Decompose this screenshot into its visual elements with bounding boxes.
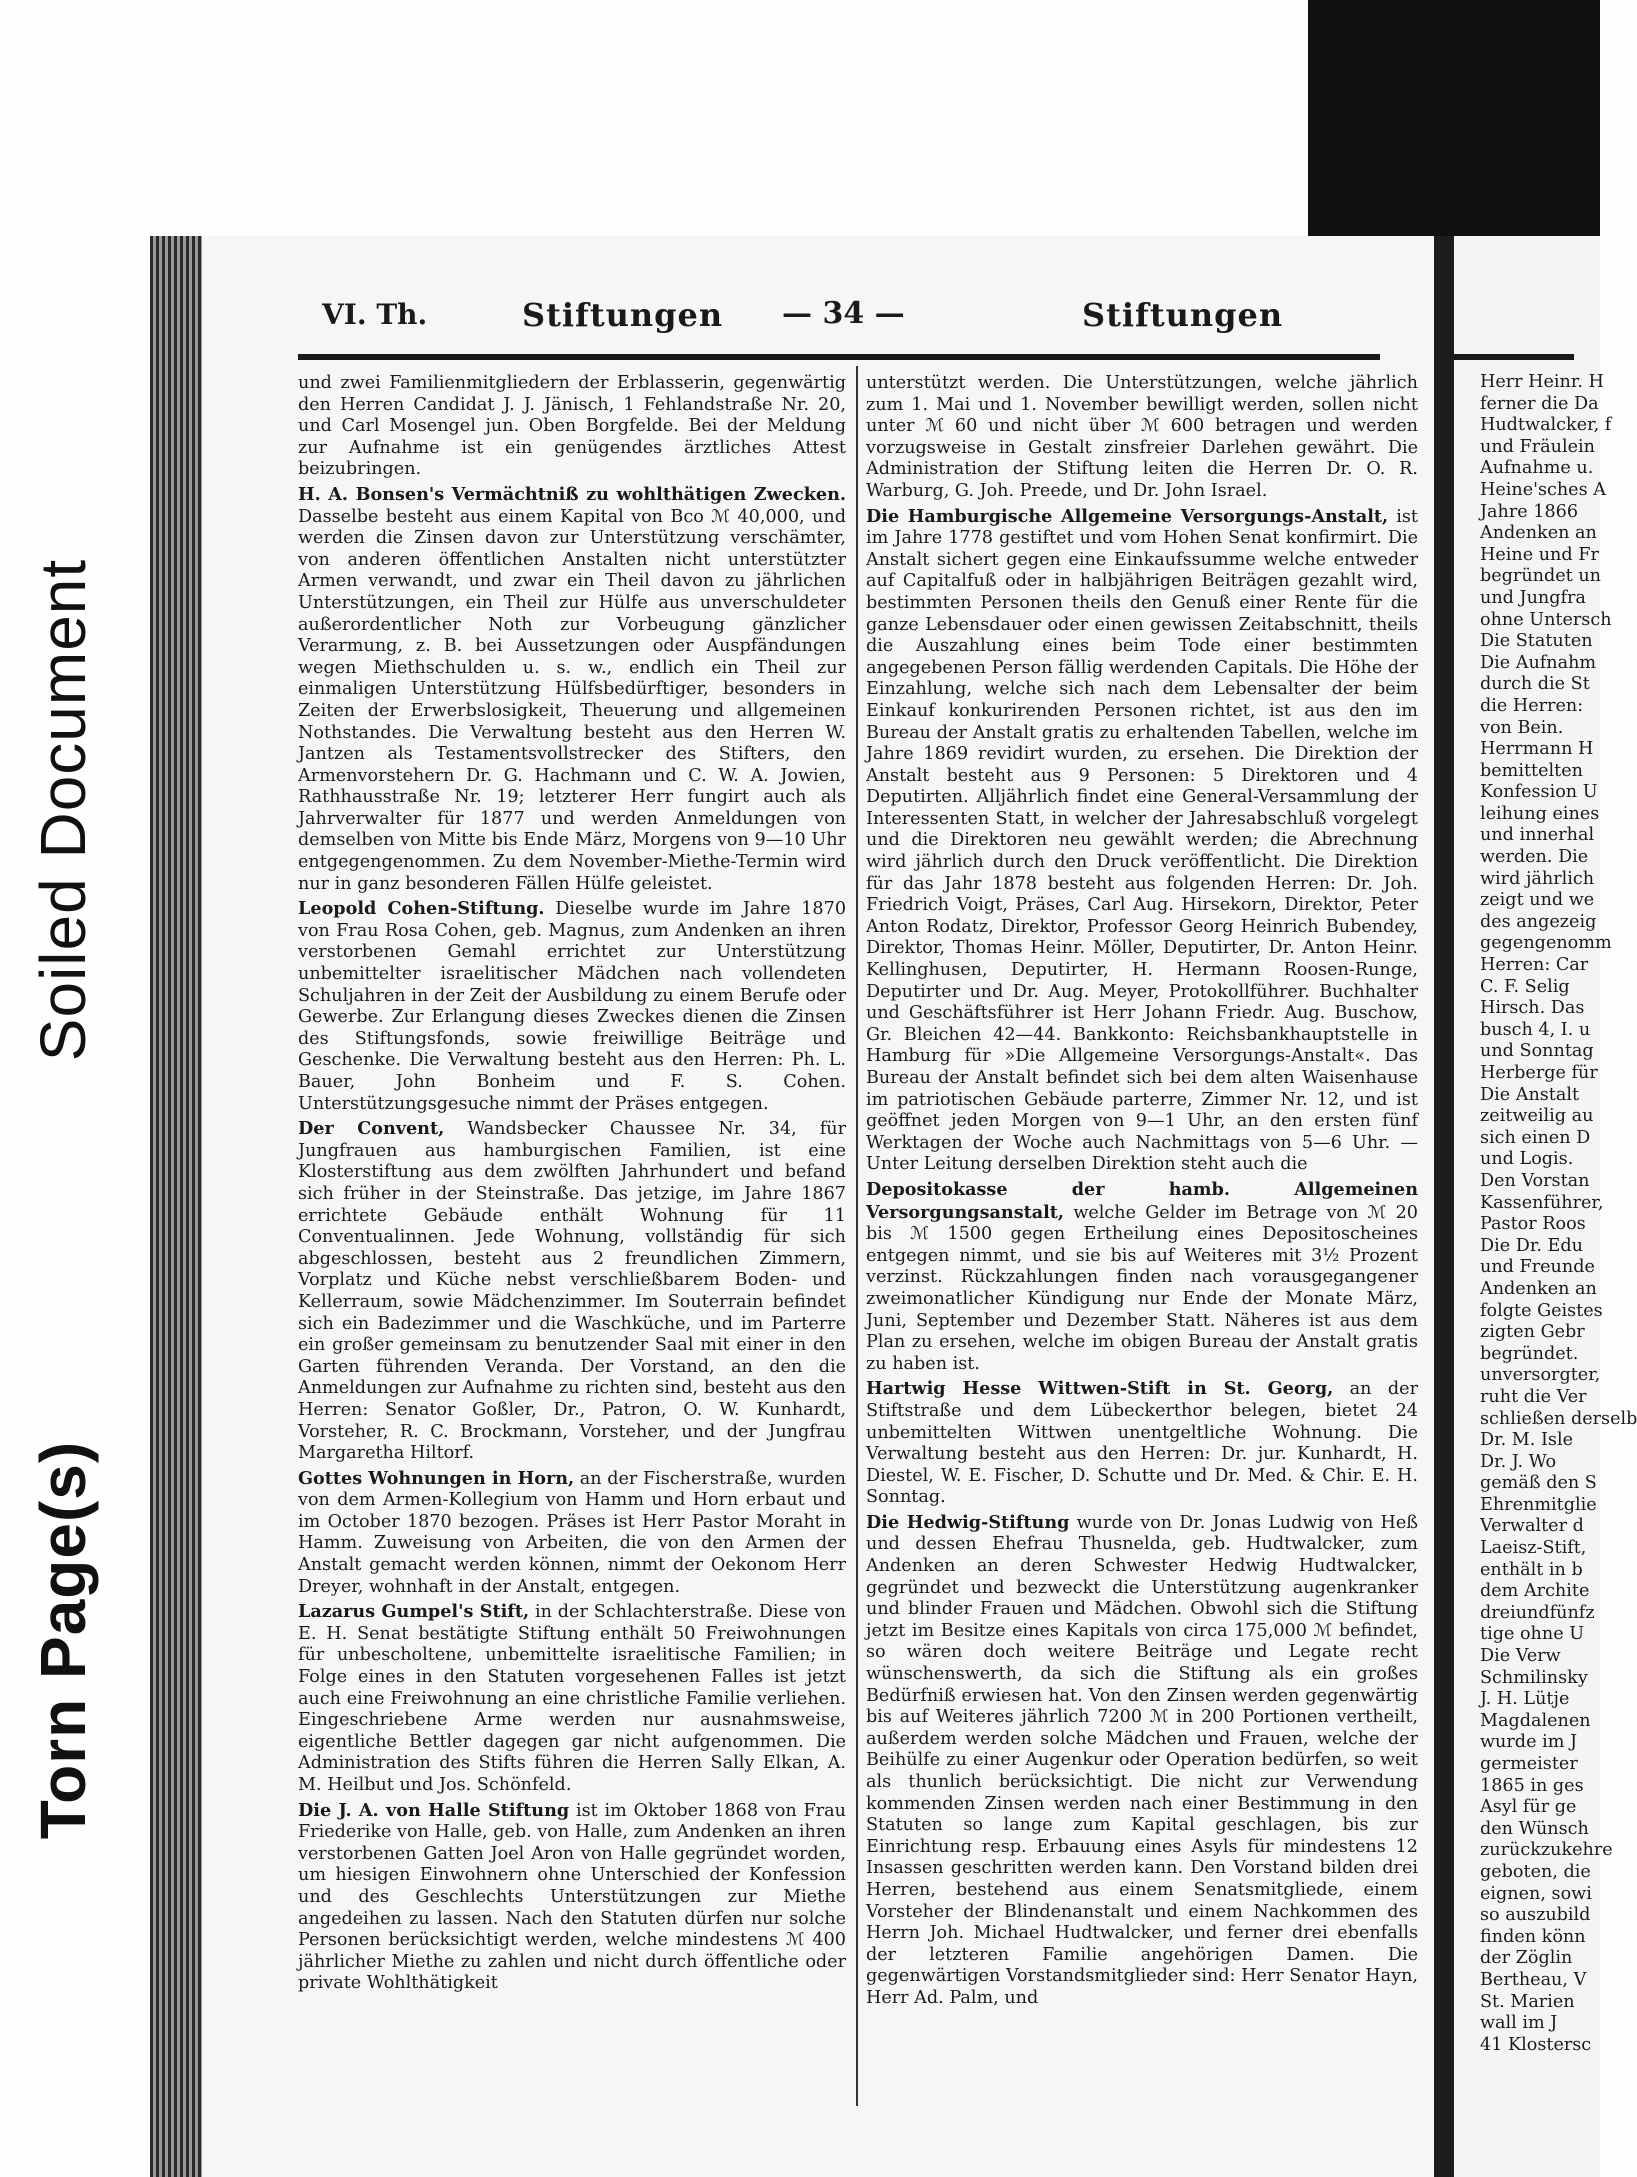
facing-page-line: eignen, sowi — [1480, 1883, 1592, 1904]
facing-page-line: tige ohne U — [1480, 1624, 1585, 1645]
book-gutter — [1434, 236, 1454, 2177]
running-header — [322, 296, 1354, 346]
facing-page-line: zigten Gebr — [1480, 1322, 1585, 1343]
facing-page-line: Laeisz-Stift, — [1480, 1538, 1587, 1559]
facing-page-line: Schmilinsky — [1480, 1667, 1588, 1688]
facing-page-line: enthält in b — [1480, 1559, 1583, 1580]
facing-page-line: Hudtwalcker, f — [1480, 415, 1612, 436]
facing-page-line: unversorgter, — [1480, 1365, 1601, 1386]
facing-page-line: dem Archite — [1480, 1581, 1590, 1602]
right-text-column — [866, 372, 1418, 2137]
facing-page-line: wall im J — [1480, 2013, 1558, 2034]
facing-page-line: C. F. Selig — [1480, 976, 1570, 997]
facing-page-line: Herrmann H — [1480, 739, 1594, 760]
entry-paragraph: Lazarus Gumpel's Stift, in der Schlachterstraße. Diese von E. H. Senat bestätigte Stiftung enthält 50 Freiwohnungen für unbescholtene, unbemittelte israelitische Familien; in Folge eines in den Statuten vorgesehenen Falles ist jetzt auch eine Freiwohnung an eine christliche Familie verliehen. Eingeschriebene Arme werden nur ausnahmsweise, eigentliche Bettler dagegen gar nicht aufgenommen. Die Administration des Stifts führen die Herren Sally Elkan, A. M. Heilbut und Jos. Schönfeld. — [298, 1601, 847, 1795]
soiled-document-label: Soiled Document — [27, 558, 99, 1062]
facing-page-line: Herren: Car — [1480, 955, 1589, 976]
entry-paragraph: Die J. A. von Halle Stiftung ist im Oktober 1868 von Frau Friederike von Halle, geb. von Halle, zum Andenken an ihren verstorbenen Gatten Joel Aron von Halle gegründet worden, um hiesigen Einwohnern ohne Unterschied der Konfession und des Geschlechts Unterstützungen zur Miethe angedeihen zu lassen. Nach den Statuten dürfen nur solche Personen berücksichtigt werden, welche mindestens ℳ 400 jährlicher Miethe zu zahlen und nicht durch öffentliche oder private Wohlthätigkeit — [298, 1799, 846, 1994]
facing-page-line: Die Aufnahm — [1480, 652, 1597, 673]
facing-page-line: die Herren: — [1480, 695, 1584, 716]
facing-page-line: Ehrenmitglie — [1480, 1494, 1597, 1515]
facing-page-line: Jahre 1866 — [1480, 501, 1579, 522]
section-number: VI. Th. — [322, 298, 428, 331]
facing-page-line: Asyl für ge — [1480, 1797, 1577, 1818]
entry-paragraph: und zwei Familienmitgliedern der Erblasserin, gegenwärtig den Herren Candidat J. J. Jänisch, 1 Fehlandstraße Nr. 20, und Carl Mosengel jun. Oben Borgfelde. Bei der Meldung zur Aufnahme ist ein genügendes ärztliches Attest beizubringen. — [298, 373, 846, 480]
facing-page-line: Dr. M. Isle — [1480, 1430, 1573, 1451]
facing-page-line: zurückzukehre — [1480, 1840, 1613, 1861]
facing-page-line: ruht die Ver — [1480, 1386, 1587, 1407]
facing-page-line: 1865 in ges — [1480, 1775, 1584, 1796]
facing-page-line: durch die St — [1480, 674, 1590, 695]
entry-paragraph: Die Hamburgische Allgemeine Versorgungs-Anstalt, ist im Jahre 1778 gestiftet und vom Hohen Senat konfirmirt. Die Anstalt sichert gegen eine Einkaufssumme welche entweder auf Capitalfuß oder in halbjährigen Beiträgen gezahlt wird, bestimmten Personen theils den Genuß einer Rente für die ganze Lebensdauer oder einen gewissen Zeitabschnitt, theils die Auszahlung eines beim Tode einer bestimmten angegebenen Person fällig werdenden Capitals. Die Höhe der Einzahlung, welche sich nach dem Lebensalter der beim Einkauf konkurirenden Personen richtet, ist aus den im Bureau der Anstalt gratis zu erhaltenden Tabellen, welche im Jahre 1869 revidirt wurden, zu ersehen. Die Direktion der Anstalt besteht aus 9 Personen: 5 Direktoren und 4 Deputirten. Alljährlich findet eine General-Versammlung der Interessenten Statt, in welcher der Jahresabschluß vorgelegt und die Direktoren neu gewählt werden; die Abrechnung wird jährlich durch den Druck veröffentlicht. Die Direktion für das Jahr 1878 besteht aus folgenden Herren: Dr. Joh. Friedrich Voigt, Präses, Carl Aug. Hirsekorn, Direktor, Peter Anton Rodatz, Direktor, Professor Georg Heinrich Bubendey, Direktor, Thomas Heinr. Möller, Deputirter, Dr. Anton Heinr. Kellinghusen, Deputirter, H. Hermann Roosen-Runge, Deputirter und Dr. Aug. Meyer, Protokollführer. Buchhalter und Geschäftsführer ist Herr Johann Friedr. Aug. Buschow, Gr. Bleichen 42—44. Bankkonto: Reichsbankhauptstelle in Hamburg für »Die Allgemeine Versorgungs-Anstalt«. Das Bureau der Anstalt befindet sich bei dem alten Waisenhause im patriotischen Gebäude parterre, Zimmer Nr. 12, und ist geöffnet jeden Morgen von 9—1 Uhr, an den ersten fünf Werktagen der Woche auch Nachmittags von 5—6 Uhr. — Unter Leitung derselben Direktion steht auch die — [866, 505, 1419, 1175]
facing-page-line: busch 4, I. u — [1480, 1019, 1591, 1040]
facing-page-line: Die Statuten — [1480, 631, 1593, 652]
entry-paragraph: Depositokasse der hamb. Allgemeinen Versorgungsanstalt, welche Gelder im Betrage von ℳ 20 bis ℳ 1500 gegen Ertheilung eines Depositoscheines entgegen nimmt, und sie bis auf Weiteres mit 3½ Prozent verzinst. Rückzahlungen finden nach vorausgegangener zweimonatlicher Kündigung nur Ende der Monate März, Juni, September und Dezember Statt. Näheres ist aus dem Plan zu ersehen, welche im obigen Bureau der Anstalt gratis zu haben ist. — [866, 1178, 1418, 1374]
facing-page-line: und Jungfra — [1480, 587, 1586, 608]
column-divider — [856, 366, 858, 2106]
entry-paragraph: Gottes Wohnungen in Horn, an der Fischerstraße, wurden von dem Armen-Kollegium von Hamm und Horn erbaut und im October 1870 bezogen. Präses ist Herr Pastor Moraht in Hamm. Zuweisung von Arbeiten, die von den Armen der Anstalt gemacht werden können, nimmt der Oekonom Herr Dreyer, wohnhaft in der Anstalt, entgegen. — [298, 1467, 847, 1597]
facing-page-line: Konfession U — [1480, 782, 1598, 803]
page-stack-edge — [150, 236, 202, 2177]
page-number: — 34 — — [782, 296, 905, 331]
facing-page-line: Herr Heinr. H — [1480, 372, 1604, 392]
running-title-left: Stiftungen — [522, 296, 724, 334]
facing-page-line: finden könn — [1480, 1926, 1586, 1947]
facing-page-line: ferner die Da — [1480, 393, 1599, 414]
facing-page-line: Aufnahme u. — [1480, 458, 1594, 479]
facing-page-line: Pastor Roos — [1480, 1214, 1586, 1235]
entry-paragraph: H. A. Bonsen's Vermächtniß zu wohlthätigen Zwecken. Dasselbe besteht aus einem Kapital von Bco ℳ 40,000, und werden die Zinsen davon zur Unterstützung verschämter, von anderen öffentlichen Anstalten nicht unterstützter Armen verwandt, und zwar ein Theil davon zu jährlichen Unterstützungen, ein Theil zur Hülfe aus unverschuldeter außerordentlicher Noth zur Vorbeugung gänzlicher Verarmung, z. B. bei Aussetzungen oder Auspfändungen wegen Miethschulden u. s. w., endlich ein Theil zur einmaligen Unterstützung Hülfsbedürftiger, besonders in Zeiten der Erwerbslosigkeit, Theuerung und allgemeinen Nothstandes. Die Verwaltung besteht aus den Herren W. Jantzen als Testamentsvollstrecker des Stifters, den Armenvorstehern Dr. G. Hachmann und C. W. A. Jowien, Rathhausstraße Nr. 19; letzterer Herr fungirt auch als Jahrverwalter für 1877 und werden Anmeldungen von demselben von Mitte bis Ende März, Morgens von 9—10 Uhr entgegengenommen. Zu dem November-Miethe-Termin wird nur in ganz besonderen Fällen Hülfe geleistet. — [298, 483, 846, 894]
facing-page-line: so auszubild — [1480, 1905, 1591, 1926]
facing-page-line: gemäß den S — [1480, 1473, 1597, 1494]
facing-page-line: Kassenführer, — [1480, 1192, 1604, 1213]
facing-page-line: wurde im J — [1480, 1732, 1578, 1753]
facing-page-line: Bertheau, V — [1480, 1969, 1587, 1990]
facing-page-line: den Wünsch — [1480, 1818, 1589, 1839]
facing-page-line: des angezeig — [1480, 911, 1597, 932]
facing-page-line: germeister — [1480, 1754, 1578, 1774]
facing-page-line: zeigt und we — [1480, 890, 1595, 911]
facing-page-line: Die Dr. Edu — [1480, 1235, 1583, 1256]
entry-paragraph: Die Hedwig-Stiftung wurde von Dr. Jonas Ludwig von Heß und dessen Ehefrau Thusnelda, geb. Hudtwalcker, zum Andenken an deren Schwester Hedwig Hudtwalcker, gegründet und bezweckt die Unterstützung augenkranker und blinder Frauen und Mädchen. Obwohl sich die Stiftung jetzt im Besitze eines Kapitals von circa 175,000 ℳ befindet, so wären doch weitere Beiträge und Legate recht wünschenswerth, da sich die Stiftung als ein großes Bedürfniß erwiesen hat. Von den Zinsen werden gegenwärtig bis auf Weiteres jährlich 7200 ℳ in 200 Portionen vertheilt, außerdem werden solche Mädchen und Frauen, welche der Beihülfe zu einer Augenkur oder Operation bedürfen, so weit als thunlich berücksichtigt. Die nicht zur Verwendung kommenden Zinsen werden nach einer Bestimmung in den Statuten so lange zum Kapital geschlagen, bis zur Einrichtung resp. Erbauung eines Asyls für mindestens 12 Insassen geschritten werden kann. Den Vorstand bilden drei Herren, bestehend aus einem Senatsmitgliede, einem Vorsteher der Blindenanstalt und einem Nachkommen des Herrn Joh. Michael Hudtwalcker, und ferner drei ebenfalls der letzteren Familie angehörigen Damen. Die gegenwärtigen Vorstandsmitglieder sind: Herr Senator Hayn, Herr Ad. Palm, und — [866, 1511, 1418, 2008]
facing-page-line: leihung eines — [1480, 803, 1600, 824]
facing-page-line: und Fräulein — [1480, 436, 1595, 457]
left-text-column — [298, 372, 846, 2137]
facing-page-line: 41 Klostersc — [1480, 2034, 1592, 2055]
facing-page-line: ohne Untersch — [1480, 609, 1612, 630]
facing-page-line: und Logis. — [1480, 1149, 1574, 1170]
facing-page-line: Andenken an — [1480, 523, 1597, 544]
facing-page-line: Verwalter d — [1480, 1516, 1584, 1537]
facing-page-line: schließen derselb — [1480, 1408, 1637, 1429]
facing-page-line: Den Vorstan — [1480, 1170, 1590, 1191]
facing-page-line: dreiundfünfz — [1480, 1602, 1595, 1623]
facing-page-line: wird jährlich — [1480, 868, 1595, 889]
running-title-right: Stiftungen — [1082, 296, 1284, 334]
scan-background-block — [1308, 0, 1600, 260]
facing-page-line: geboten, die — [1480, 1861, 1591, 1882]
entry-paragraph: Hartwig Hesse Wittwen-Stift in St. Georg, an der Stiftstraße und dem Lübeckerthor belegen, bietet 24 unbemittelten Wittwen unentgeltliche Wohnung. Die Verwaltung besteht aus den Herren: Dr. jur. Kunhardt, H. Diestel, W. E. Fischer, D. Schutte und Dr. Med. & Chir. E. H. Sonntag. — [866, 1378, 1418, 1508]
facing-page-line: folgte Geistes — [1480, 1300, 1603, 1321]
facing-page-line: der Zöglin — [1480, 1948, 1573, 1969]
facing-page-rule — [1454, 354, 1574, 360]
header-rule — [298, 354, 1380, 360]
facing-page-line: J. H. Lütje — [1480, 1689, 1570, 1710]
facing-page-lines — [1454, 372, 1637, 2056]
facing-page-line: Die Anstalt — [1480, 1084, 1580, 1105]
facing-page-line: Die Verw — [1480, 1646, 1561, 1667]
facing-page-line: zeitweilig au — [1480, 1106, 1594, 1127]
facing-page-line: Herberge für — [1480, 1063, 1598, 1083]
facing-page-line: werden. Die — [1480, 847, 1589, 868]
facing-page-line: Andenken an — [1480, 1278, 1597, 1299]
book-page — [202, 236, 1434, 2177]
torn-pages-label: Torn Page(s) — [27, 1440, 99, 1840]
facing-page-line: Magdalenen — [1480, 1710, 1591, 1731]
facing-page-line: und Sonntag — [1480, 1041, 1594, 1062]
facing-page-line: von Bein. — [1480, 717, 1564, 738]
entry-paragraph: unterstützt werden. Die Unterstützungen, welche jährlich zum 1. Mai und 1. November bewilligt werden, sollen nicht unter ℳ 60 und nicht über ℳ 600 betragen und werden vorzugsweise in Gestalt zinsfreier Darlehen gewährt. Die Administration der Stiftung leiten die Herren Dr. O. R. Warburg, G. Joh. Preede, und Dr. John Israel. — [866, 373, 1418, 501]
facing-page-line: gegengenomm — [1480, 933, 1612, 954]
facing-page-line: begründet. — [1480, 1343, 1579, 1364]
facing-page-line: sich einen D — [1480, 1127, 1591, 1148]
facing-page-line: und Freunde — [1480, 1257, 1595, 1278]
facing-page-line: Hirsch. Das — [1480, 998, 1585, 1019]
entry-paragraph: Der Convent, Wandsbecker Chaussee Nr. 34, für Jungfrauen aus hamburgischen Familien, ist eine Klosterstiftung aus dem zwölften Jahrhundert und befand sich früher in der Steinstraße. Das jetzige, im Jahre 1867 errichtete Gebäude enthält Wohnung für 11 Conventualinnen. Jede Wohnung, vollständig für sich abgeschlossen, besteht aus 2 freundlichen Zimmern, Vorplatz und Küche nebst verschließbarem Boden- und Kellerraum, sowie Mädchenzimmer. Im Souterrain befindet sich ein Badezimmer und die Waschküche, und im Parterre ein großer gemeinsam zu benutzender Saal mit einer in den Garten führenden Veranda. Der Vorstand, an den die Anmeldungen zur Aufnahme zu richten sind, besteht aus den Herren: Senator Goßler, Dr., Patron, O. W. Kunhardt, Vorsteher, R. C. Brockmann, Vorsteher, und der Jungfrau Margaretha Hiltorf. — [298, 1118, 846, 1464]
facing-page-line: und innerhal — [1480, 825, 1595, 846]
facing-page-line: Heine und Fr — [1480, 544, 1599, 565]
facing-page-line: begründet un — [1480, 566, 1602, 587]
facing-page-line: bemittelten — [1480, 760, 1583, 781]
facing-page-line: Dr. J. Wo — [1480, 1451, 1557, 1472]
entry-paragraph: Leopold Cohen-Stiftung. Dieselbe wurde im Jahre 1870 von Frau Rosa Cohen, geb. Magnus, zum Andenken an ihren verstorbenen Gemahl errichtet zur Unterstützung unbemittelter israelitischer Mädchen nach vollendeten Schuljahren in der Zeit der Ausbildung zu einem Berufe oder Gewerbe. Zur Erlangung dieses Zweckes dienen die Zinsen des Stiftungsfonds, sowie freiwillige Beiträge und Geschenke. Die Verwaltung besteht aus den Herren: Ph. L. Bauer, John Bonheim und F. S. Cohen. Unterstützungsgesuche nimmt der Präses entgegen. — [298, 898, 847, 1114]
facing-page-fragment — [1454, 236, 1637, 2177]
facing-page-line: Heine'sches A — [1480, 479, 1606, 500]
facing-page-line: St. Marien — [1480, 1991, 1575, 2012]
